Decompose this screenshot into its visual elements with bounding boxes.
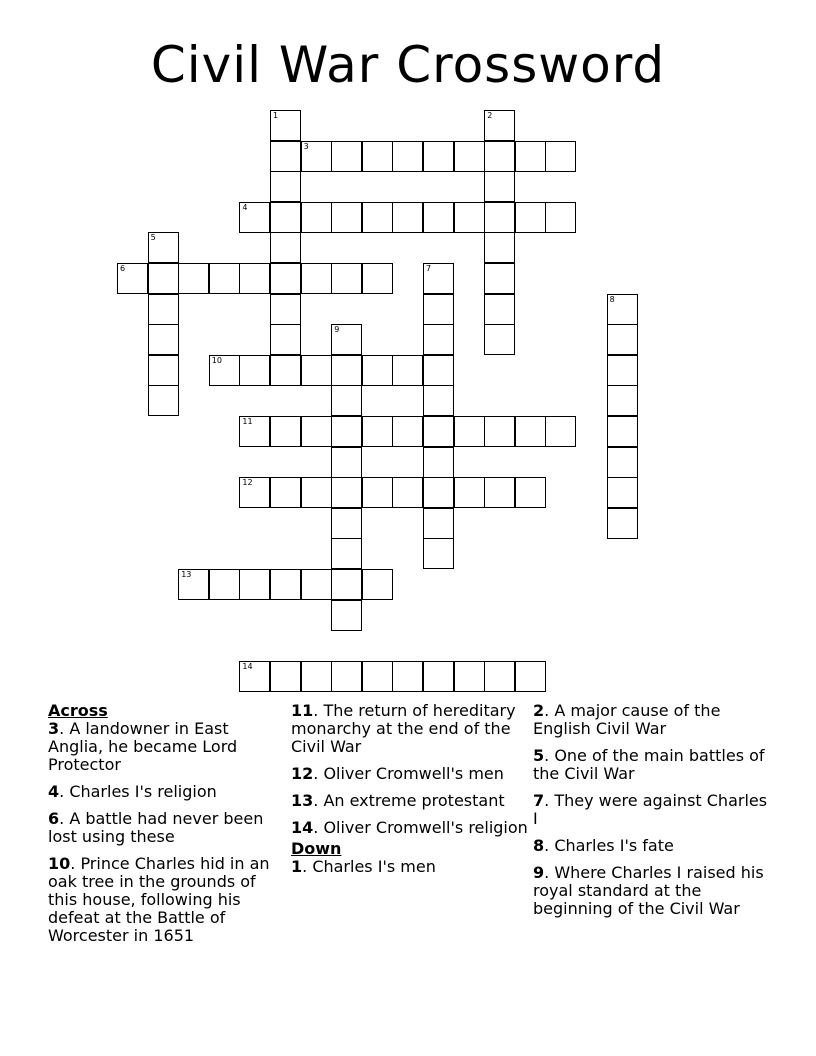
cell-number: 3	[303, 141, 309, 151]
crossword-cell[interactable]	[392, 141, 423, 172]
crossword-cell[interactable]	[331, 263, 362, 294]
crossword-cell[interactable]	[484, 110, 515, 141]
cell-number: 2	[487, 111, 493, 120]
clue-text: An extreme protestant	[323, 791, 505, 810]
clue-text: Oliver Cromwell's religion	[323, 818, 528, 837]
crossword-cell[interactable]	[454, 141, 485, 172]
crossword-cell[interactable]	[484, 324, 515, 355]
crossword-cell[interactable]	[423, 416, 454, 447]
crossword-cell[interactable]	[545, 416, 576, 447]
crossword-cell[interactable]	[362, 661, 393, 692]
crossword-cell[interactable]	[454, 416, 485, 447]
crossword-cell[interactable]	[148, 324, 179, 355]
cell-number: 9	[334, 325, 340, 335]
clue-text: Where Charles I raised his royal standard at the beginning of the Civil War	[533, 863, 764, 918]
clue-text: Charles I's religion	[69, 782, 217, 801]
clue-text: A landowner in East Anglia, he became Lord Protector	[48, 719, 238, 774]
crossword-cell[interactable]	[484, 294, 515, 325]
crossword-cell[interactable]	[239, 355, 270, 386]
crossword-cell[interactable]	[239, 661, 270, 692]
clue-across-3: 3. A landowner in East Anglia, he became Lord Protector	[48, 719, 238, 774]
crossword-cell[interactable]	[301, 477, 332, 508]
crossword-cell[interactable]	[484, 477, 515, 508]
clue-number: 13	[291, 791, 314, 810]
cell-number: 4	[242, 202, 248, 212]
crossword-cell[interactable]	[331, 447, 362, 478]
cell-number: 7	[426, 264, 432, 273]
crossword-cell[interactable]	[423, 355, 454, 386]
cell-number: 1	[273, 111, 279, 120]
crossword-cell[interactable]	[392, 477, 423, 508]
crossword-cell[interactable]	[607, 447, 638, 478]
clues-column-2	[291, 702, 529, 885]
crossword-cell[interactable]	[117, 263, 148, 294]
crossword-cell[interactable]	[454, 202, 485, 233]
crossword-cell[interactable]	[362, 355, 393, 386]
clue-number: 11	[291, 701, 314, 720]
crossword-cell[interactable]	[209, 569, 240, 600]
crossword-cell[interactable]	[362, 141, 393, 172]
clue-down-7: 7. They were against Charles I	[533, 791, 768, 828]
crossword-cell[interactable]	[331, 141, 362, 172]
crossword-cell[interactable]	[331, 508, 362, 539]
crossword-cell[interactable]	[392, 416, 423, 447]
crossword-cell[interactable]	[239, 202, 270, 233]
clue-number: 4	[48, 782, 60, 801]
crossword-cell[interactable]	[270, 110, 301, 141]
crossword-cell[interactable]	[607, 416, 638, 447]
crossword-cell[interactable]	[423, 447, 454, 478]
crossword-cell[interactable]	[270, 171, 301, 202]
crossword-cell[interactable]	[301, 661, 332, 692]
crossword-cell[interactable]	[362, 569, 393, 600]
clue-down-9: 9. Where Charles I raised his royal standard at the beginning of the Civil War	[533, 863, 764, 918]
crossword-cell[interactable]	[362, 202, 393, 233]
crossword-cell[interactable]	[392, 355, 423, 386]
crossword-cell[interactable]	[515, 416, 546, 447]
clue-across-11: 11. The return of hereditary monarchy at the end of the Civil War	[291, 701, 516, 756]
crossword-cell[interactable]	[270, 661, 301, 692]
crossword-cell[interactable]	[515, 141, 546, 172]
crossword-cell[interactable]	[270, 324, 301, 355]
crossword-cell[interactable]	[331, 324, 362, 355]
crossword-cell[interactable]	[209, 355, 240, 386]
cell-number: 10	[211, 355, 222, 365]
clue-text: Oliver Cromwell's men	[323, 764, 504, 783]
crossword-cell[interactable]	[515, 661, 546, 692]
crossword-cell[interactable]	[331, 385, 362, 416]
clue-down-2: 2. A major cause of the English Civil War	[533, 701, 721, 738]
crossword-cell[interactable]	[423, 324, 454, 355]
crossword-cell[interactable]	[331, 538, 362, 569]
clue-number: 2	[533, 701, 545, 720]
clue-down-1: 1. Charles I's men	[291, 857, 436, 876]
crossword-cell[interactable]	[607, 508, 638, 539]
crossword-cell[interactable]	[362, 416, 393, 447]
crossword-cell[interactable]	[270, 263, 301, 294]
clue-number: 9	[533, 863, 545, 882]
crossword-cell[interactable]	[270, 294, 301, 325]
crossword-cell[interactable]	[301, 202, 332, 233]
crossword-cell[interactable]	[423, 263, 454, 294]
crossword-cell[interactable]	[607, 385, 638, 416]
cell-number: 6	[120, 264, 126, 273]
crossword-cell[interactable]	[301, 263, 332, 294]
crossword-cell[interactable]	[331, 661, 362, 692]
clue-text: Charles I's men	[312, 857, 436, 876]
crossword-cell[interactable]	[423, 385, 454, 416]
crossword-cell[interactable]	[301, 416, 332, 447]
crossword-cell[interactable]	[607, 477, 638, 508]
crossword-cell[interactable]	[148, 355, 179, 386]
crossword-cell[interactable]	[484, 416, 515, 447]
crossword-cell[interactable]	[545, 141, 576, 172]
crossword-cell[interactable]	[301, 141, 332, 172]
clue-across-4: 4. Charles I's religion	[48, 782, 217, 801]
clue-text: Charles I's fate	[554, 836, 674, 855]
crossword-cell[interactable]	[178, 569, 209, 600]
crossword-cell[interactable]	[148, 294, 179, 325]
clue-number: 10	[48, 854, 71, 873]
cell-number: 8	[609, 294, 615, 304]
crossword-cell[interactable]	[331, 202, 362, 233]
cell-number: 13	[181, 570, 192, 579]
crossword-cell[interactable]	[484, 661, 515, 692]
clue-across-14: 14. Oliver Cromwell's religion	[291, 818, 528, 837]
crossword-cell[interactable]	[423, 141, 454, 172]
crossword-cell[interactable]	[607, 355, 638, 386]
clue-across-13: 13. An extreme protestant	[291, 791, 505, 810]
crossword-cell[interactable]	[331, 569, 362, 600]
clue-text: The return of hereditary monarchy at the end of the Civil War	[291, 701, 516, 756]
crossword-cell[interactable]	[545, 202, 576, 233]
cell-number: 12	[242, 478, 253, 488]
crossword-cell[interactable]	[148, 232, 179, 263]
crossword-cell[interactable]	[270, 569, 301, 600]
cell-number: 14	[242, 661, 253, 671]
clue-number: 5	[533, 746, 545, 765]
crossword-cell[interactable]	[301, 355, 332, 386]
clue-number: 3	[48, 719, 60, 738]
down-heading: Down	[291, 839, 342, 858]
clue-text: A battle had never been lost using these	[48, 809, 264, 846]
crossword-cell[interactable]	[209, 263, 240, 294]
crossword-cell[interactable]	[331, 416, 362, 447]
crossword-cell[interactable]	[392, 661, 423, 692]
clue-down-8: 8. Charles I's fate	[533, 836, 674, 855]
crossword-cell[interactable]	[148, 385, 179, 416]
clue-number: 1	[291, 857, 303, 876]
clue-text: Prince Charles hid in an oak tree in the grounds of this house, following his defeat at the Battle of Worcester in 1651	[48, 854, 270, 945]
crossword-cell[interactable]	[454, 661, 485, 692]
crossword-cell[interactable]	[423, 538, 454, 569]
clue-number: 7	[533, 791, 545, 810]
crossword-cell[interactable]	[270, 141, 301, 172]
page-title: Civil War Crossword	[150, 36, 666, 94]
crossword-cell[interactable]	[423, 661, 454, 692]
across-heading: Across	[48, 701, 108, 720]
crossword-cell[interactable]	[331, 600, 362, 631]
crossword-cell[interactable]	[239, 416, 270, 447]
crossword-cell[interactable]	[423, 202, 454, 233]
clue-across-6: 6. A battle had never been lost using these	[48, 809, 264, 846]
crossword-cell[interactable]	[239, 569, 270, 600]
crossword-cell[interactable]	[270, 232, 301, 263]
cell-number: 11	[242, 417, 253, 426]
clue-text: A major cause of the English Civil War	[533, 701, 721, 738]
crossword-cell[interactable]	[270, 477, 301, 508]
clue-number: 12	[291, 764, 314, 783]
clue-text: One of the main battles of the Civil War	[533, 746, 765, 783]
crossword-cell[interactable]	[484, 232, 515, 263]
clue-down-5: 5. One of the main battles of the Civil War	[533, 746, 765, 783]
clue-text: They were against Charles I	[533, 791, 768, 828]
crossword-cell[interactable]	[454, 477, 485, 508]
cell-number: 5	[150, 233, 156, 243]
crossword-cell[interactable]	[423, 477, 454, 508]
crossword-cell[interactable]	[484, 202, 515, 233]
crossword-cell[interactable]	[484, 263, 515, 294]
clue-across-12: 12. Oliver Cromwell's men	[291, 764, 504, 783]
crossword-cell[interactable]	[423, 294, 454, 325]
clues-column-1	[48, 702, 286, 954]
crossword-cell[interactable]	[270, 416, 301, 447]
crossword-cell[interactable]	[331, 355, 362, 386]
crossword-cell[interactable]	[362, 263, 393, 294]
crossword-cell[interactable]	[239, 477, 270, 508]
crossword-cell[interactable]	[392, 202, 423, 233]
crossword-cell[interactable]	[484, 171, 515, 202]
crossword-cell[interactable]	[178, 263, 209, 294]
crossword-cell[interactable]	[515, 477, 546, 508]
crossword-cell[interactable]	[239, 263, 270, 294]
clue-number: 14	[291, 818, 314, 837]
clue-across-10: 10. Prince Charles hid in an oak tree in the grounds of this house, following his defeat at the Battle of Worcester in 1651	[48, 854, 270, 945]
crossword-cell[interactable]	[270, 202, 301, 233]
crossword-cell[interactable]	[331, 477, 362, 508]
crossword-cell[interactable]	[148, 263, 179, 294]
crossword-cell[interactable]	[484, 141, 515, 172]
clue-number: 6	[48, 809, 60, 828]
crossword-cell[interactable]	[362, 477, 393, 508]
clues-column-3	[533, 702, 771, 927]
crossword-cell[interactable]	[270, 355, 301, 386]
crossword-cell[interactable]	[607, 294, 638, 325]
crossword-cell[interactable]	[515, 202, 546, 233]
crossword-cell[interactable]	[607, 324, 638, 355]
clue-number: 8	[533, 836, 545, 855]
crossword-cell[interactable]	[423, 508, 454, 539]
crossword-cell[interactable]	[301, 569, 332, 600]
